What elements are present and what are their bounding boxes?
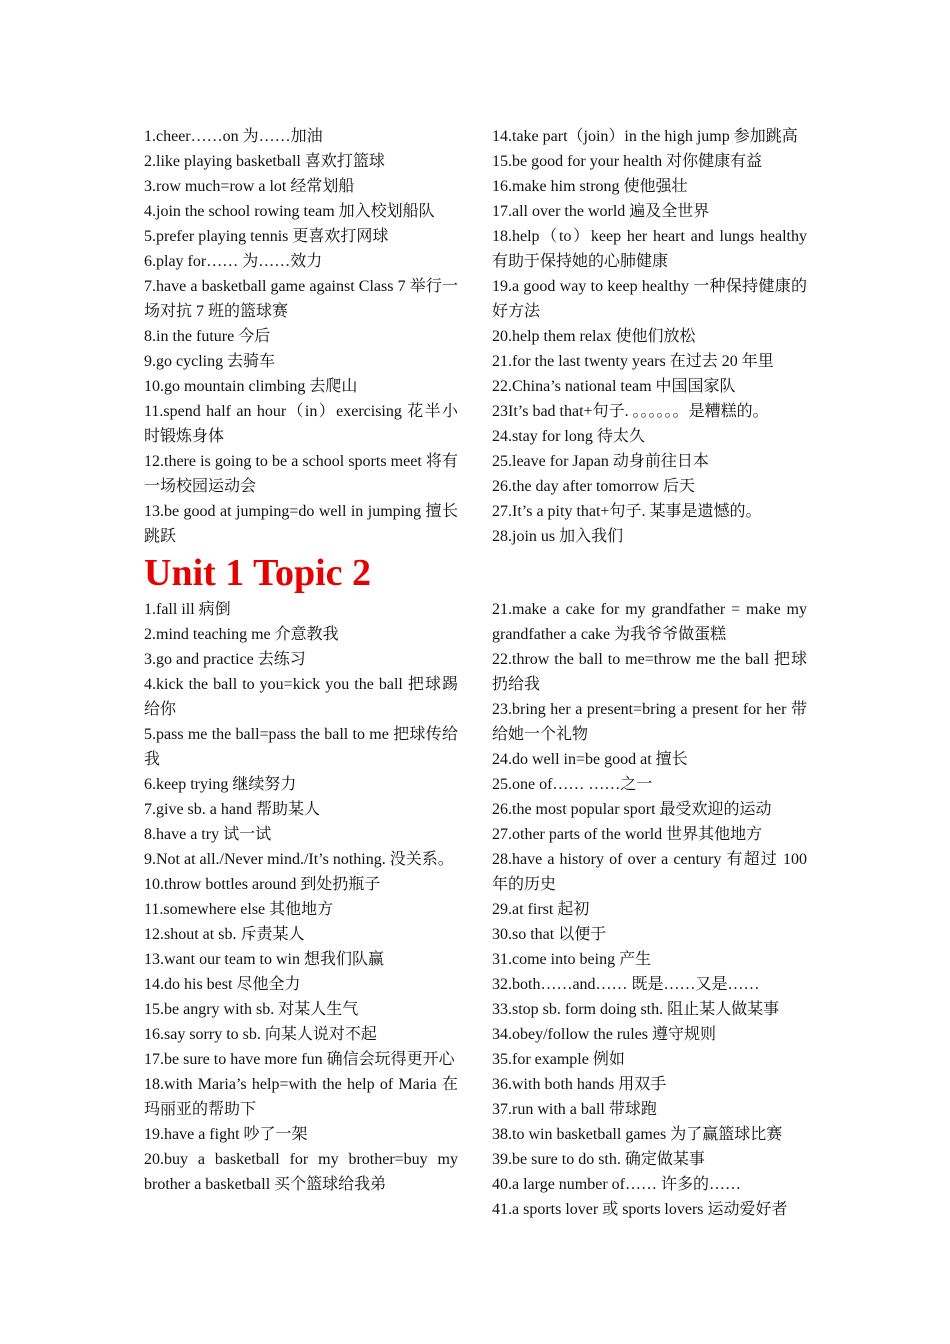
phrase-item: 29.at first 起初 — [492, 901, 590, 918]
phrase-item: 20.help them relax 使他们放松 — [492, 328, 696, 345]
phrase-item: 21.for the last twenty years 在过去 20 年里 — [492, 353, 774, 370]
phrase-column-right — [492, 124, 807, 549]
phrase-item: 2.mind teaching me 介意教我 — [144, 626, 339, 643]
phrase-item: 22.throw the ball to me=throw me the ball 把球扔给我 — [492, 651, 807, 693]
phrase-item: 7.have a basketball game against Class 7 举行一场对抗 7 班的篮球赛 — [144, 278, 458, 320]
phrase-item: 30.so that 以便于 — [492, 926, 607, 943]
phrase-item: 18.help（to）keep her heart and lungs healthy 有助于保持她的心肺健康 — [492, 228, 807, 270]
phrase-item: 5.prefer playing tennis 更喜欢打网球 — [144, 228, 389, 245]
phrase-item: 36.with both hands 用双手 — [492, 1076, 667, 1093]
phrase-item: 15.be angry with sb. 对某人生气 — [144, 1001, 359, 1018]
phrase-item: 23.bring her a present=bring a present for her 带给她一个礼物 — [492, 701, 807, 743]
phrase-item: 3.row much=row a lot 经常划船 — [144, 178, 355, 195]
phrase-item: 20.buy a basketball for my brother=buy my brother a basketball 买个篮球给我弟 — [144, 1151, 458, 1193]
phrase-item: 27.It’s a pity that+句子. 某事是遗憾的。 — [492, 503, 762, 520]
phrase-item: 16.say sorry to sb. 向某人说对不起 — [144, 1026, 377, 1043]
phrase-column-left — [144, 597, 458, 1197]
phrase-item: 7.give sb. a hand 帮助某人 — [144, 801, 320, 818]
phrase-item: 12.shout at sb. 斥责某人 — [144, 926, 305, 943]
phrase-column-right — [492, 597, 807, 1222]
phrase-item: 18.with Maria’s help=with the help of Maria 在玛丽亚的帮助下 — [144, 1076, 458, 1118]
phrase-item: 8.in the future 今后 — [144, 328, 271, 345]
phrase-item: 21.make a cake for my grandfather = make my grandfather a cake 为我爷爷做蛋糕 — [492, 601, 807, 643]
phrase-item: 28.join us 加入我们 — [492, 528, 624, 545]
phrase-item: 4.kick the ball to you=kick you the ball 把球踢给你 — [144, 676, 458, 718]
phrase-item: 13.want our team to win 想我们队赢 — [144, 951, 384, 968]
phrase-item: 19.a good way to keep healthy 一种保持健康的好方法 — [492, 278, 807, 320]
phrase-item: 41.a sports lover 或 sports lovers 运动爱好者 — [492, 1201, 788, 1218]
phrase-section-topic2 — [144, 597, 807, 1227]
phrase-item: 8.have a try 试一试 — [144, 826, 272, 843]
phrase-item: 22.China’s national team 中国国家队 — [492, 378, 736, 395]
phrase-item: 37.run with a ball 带球跑 — [492, 1101, 657, 1118]
phrase-item: 1.fall ill 病倒 — [144, 601, 231, 618]
phrase-item: 40.a large number of…… 许多的…… — [492, 1176, 741, 1193]
phrase-item: 10.go mountain climbing 去爬山 — [144, 378, 358, 395]
phrase-item: 14.do his best 尽他全力 — [144, 976, 301, 993]
phrase-item: 24.do well in=be good at 擅长 — [492, 751, 688, 768]
phrase-item: 6.keep trying 继续努力 — [144, 776, 297, 793]
phrase-item: 35.for example 例如 — [492, 1051, 625, 1068]
phrase-item: 24.stay for long 待太久 — [492, 428, 645, 445]
phrase-item: 26.the most popular sport 最受欢迎的运动 — [492, 801, 772, 818]
phrase-item: 25.one of…… ……之一 — [492, 776, 653, 793]
phrase-item: 14.take part（join）in the high jump 参加跳高 — [492, 128, 798, 145]
phrase-item: 19.have a fight 吵了一架 — [144, 1126, 308, 1143]
phrase-item: 13.be good at jumping=do well in jumping 擅长跳跃 — [144, 503, 458, 545]
phrase-item: 12.there is going to be a school sports meet 将有一场校园运动会 — [144, 453, 458, 495]
phrase-item: 16.make him strong 使他强壮 — [492, 178, 688, 195]
phrase-item: 38.to win basketball games 为了赢篮球比赛 — [492, 1126, 783, 1143]
phrase-item: 25.leave for Japan 动身前往日本 — [492, 453, 709, 470]
phrase-item: 1.cheer……on 为……加油 — [144, 128, 323, 145]
phrase-item: 5.pass me the ball=pass the ball to me 把球传给我 — [144, 726, 458, 768]
phrase-column-left — [144, 124, 458, 549]
unit-topic-heading: Unit 1 Topic 2 — [144, 552, 372, 594]
phrase-item: 4.join the school rowing team 加入校划船队 — [144, 203, 435, 220]
phrase-item: 27.other parts of the world 世界其他地方 — [492, 826, 763, 843]
phrase-item: 39.be sure to do sth. 确定做某事 — [492, 1151, 705, 1168]
phrase-item: 33.stop sb. form doing sth. 阻止某人做某事 — [492, 1001, 780, 1018]
phrase-item: 10.throw bottles around 到处扔瓶子 — [144, 876, 381, 893]
phrase-item: 34.obey/follow the rules 遵守规则 — [492, 1026, 716, 1043]
phrase-item: 32.both……and…… 既是……又是…… — [492, 976, 760, 993]
phrase-item: 11.somewhere else 其他地方 — [144, 901, 334, 918]
phrase-item: 28.have a history of over a century 有超过 100 年的历史 — [492, 851, 807, 893]
phrase-item: 31.come into being 产生 — [492, 951, 652, 968]
phrase-item: 11.spend half an hour（in）exercising 花半小时锻炼身体 — [144, 403, 458, 445]
phrase-item: 9.Not at all./Never mind./It’s nothing. 没关系。 — [144, 851, 454, 868]
phrase-section-topic1 — [144, 124, 807, 546]
phrase-item: 2.like playing basketball 喜欢打篮球 — [144, 153, 385, 170]
phrase-item: 3.go and practice 去练习 — [144, 651, 306, 668]
phrase-item: 17.all over the world 遍及全世界 — [492, 203, 710, 220]
phrase-item: 9.go cycling 去骑车 — [144, 353, 276, 370]
phrase-item: 6.play for…… 为……效力 — [144, 253, 323, 270]
phrase-item: 17.be sure to have more fun 确信会玩得更开心 — [144, 1051, 455, 1068]
phrase-item: 23It’s bad that+句子. 。。。。。。是糟糕的。 — [492, 403, 769, 420]
phrase-item: 15.be good for your health 对你健康有益 — [492, 153, 763, 170]
phrase-item: 26.the day after tomorrow 后天 — [492, 478, 696, 495]
